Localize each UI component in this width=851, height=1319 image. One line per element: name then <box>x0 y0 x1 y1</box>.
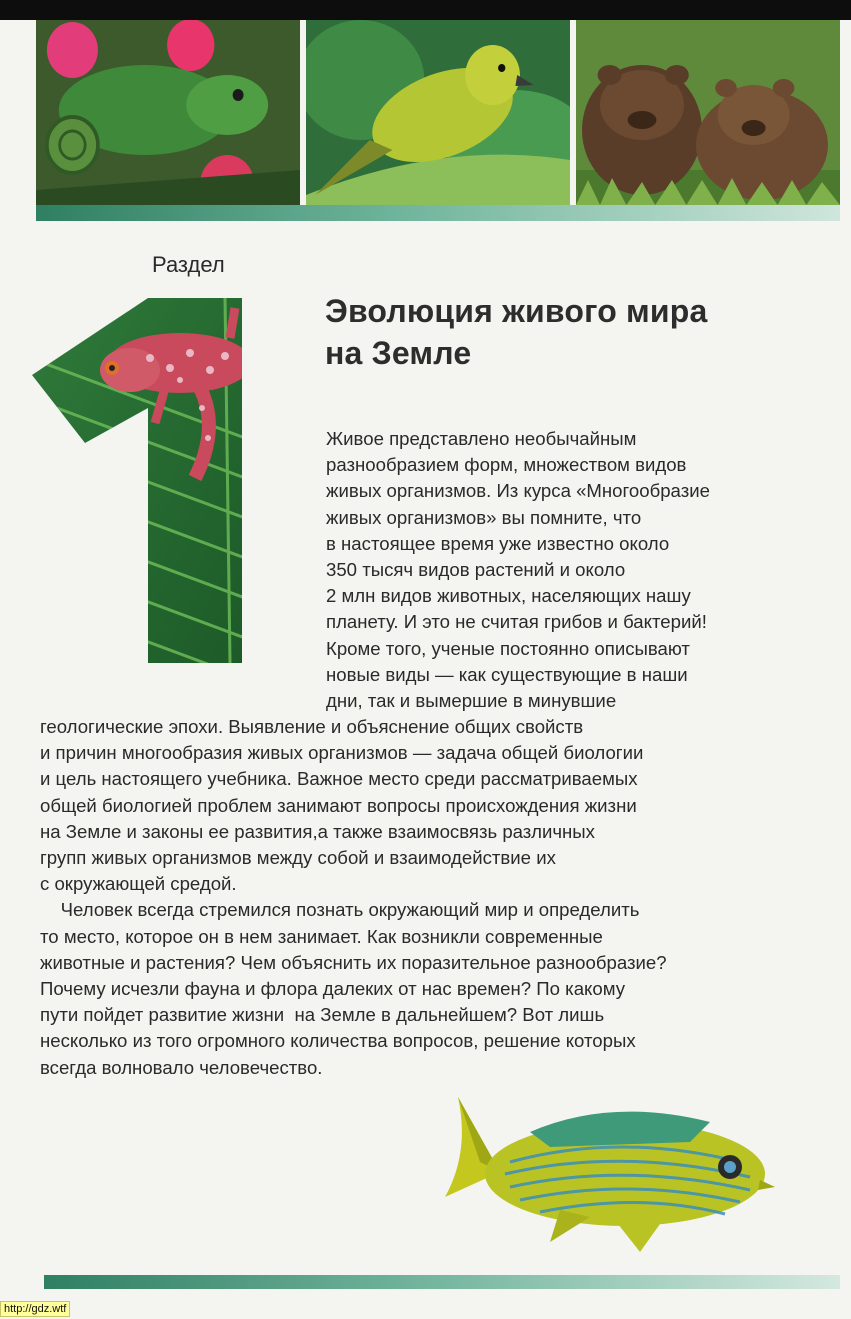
text-line: то место, которое он в нем занимает. Как возникли современные <box>40 925 603 947</box>
text-line: групп живых организмов между собой и взаимодействие их <box>40 847 556 869</box>
text-line: 350 тысяч видов растений и около <box>326 559 626 581</box>
section-title <box>325 290 825 374</box>
body-paragraph <box>40 714 667 1081</box>
text-line: животные и растения? Чем объяснить их поразительное разнообразие? <box>40 951 667 973</box>
text-line: дни, так и вымершие в минувшие <box>326 690 617 712</box>
fish-icon <box>440 1092 775 1252</box>
text-line: планету. И это не считая грибов и бактерий! <box>326 611 707 633</box>
header-accent-bar <box>36 205 840 221</box>
footer-accent-bar <box>44 1275 840 1289</box>
section-title-line: Эволюция живого мира <box>325 293 708 329</box>
text-line: общей биологией проблем занимают вопросы происхождения жизни <box>40 794 637 816</box>
text-line: живых организмов. Из курса «Многообразие <box>326 480 710 502</box>
text-line: в настоящее время уже известно около <box>326 532 670 554</box>
bird-photo <box>306 20 570 205</box>
section-number-graphic <box>30 298 245 663</box>
text-line: несколько из того огромного количества вопросов, решение которых <box>40 1030 636 1052</box>
text-line: Живое представлено необычайным <box>326 428 637 449</box>
text-line: Человек всегда стремился познать окружающий мир и определить <box>40 899 640 921</box>
source-url-link[interactable]: http://gdz.wtf <box>0 1301 70 1317</box>
text-line: всегда волновало человечество. <box>40 1056 323 1078</box>
text-line: Почему исчезли фауна и флора далеких от нас времен? По какому <box>40 978 626 1000</box>
text-line: и цель настоящего учебника. Важное место среди рассматриваемых <box>40 768 638 790</box>
chameleon-icon <box>36 20 300 205</box>
top-dark-strip <box>0 0 851 20</box>
text-line: Кроме того, ученые постоянно описывают <box>326 637 690 659</box>
text-line: 2 млн видов животных, населяющих нашу <box>326 585 691 607</box>
text-line: с окружающей средой. <box>40 873 237 895</box>
section-title-line: на Земле <box>325 335 472 371</box>
text-line: пути пойдет развитие жизни на Земле в дальнейшем? Вот лишь <box>40 1004 605 1026</box>
section-label: Раздел <box>152 252 225 277</box>
text-line: геологические эпохи. Выявление и объяснение общих свойств <box>40 716 584 737</box>
text-line: и причин многообразия живых организмов — задача общей биологии <box>40 742 644 764</box>
bears-icon <box>576 20 840 205</box>
text-line: новые виды — как существующие в наши <box>326 663 688 685</box>
text-line: на Земле и законы ее развития,а также взаимосвязь различных <box>40 820 595 842</box>
bird-icon <box>306 20 570 205</box>
text-line: разнообразием форм, множеством видов <box>326 454 687 476</box>
bears-photo <box>576 20 840 205</box>
text-line: живых организмов» вы помните, что <box>326 506 642 528</box>
header-photo-strip <box>36 20 840 205</box>
intro-paragraph <box>326 426 710 714</box>
chameleon-photo <box>36 20 300 205</box>
